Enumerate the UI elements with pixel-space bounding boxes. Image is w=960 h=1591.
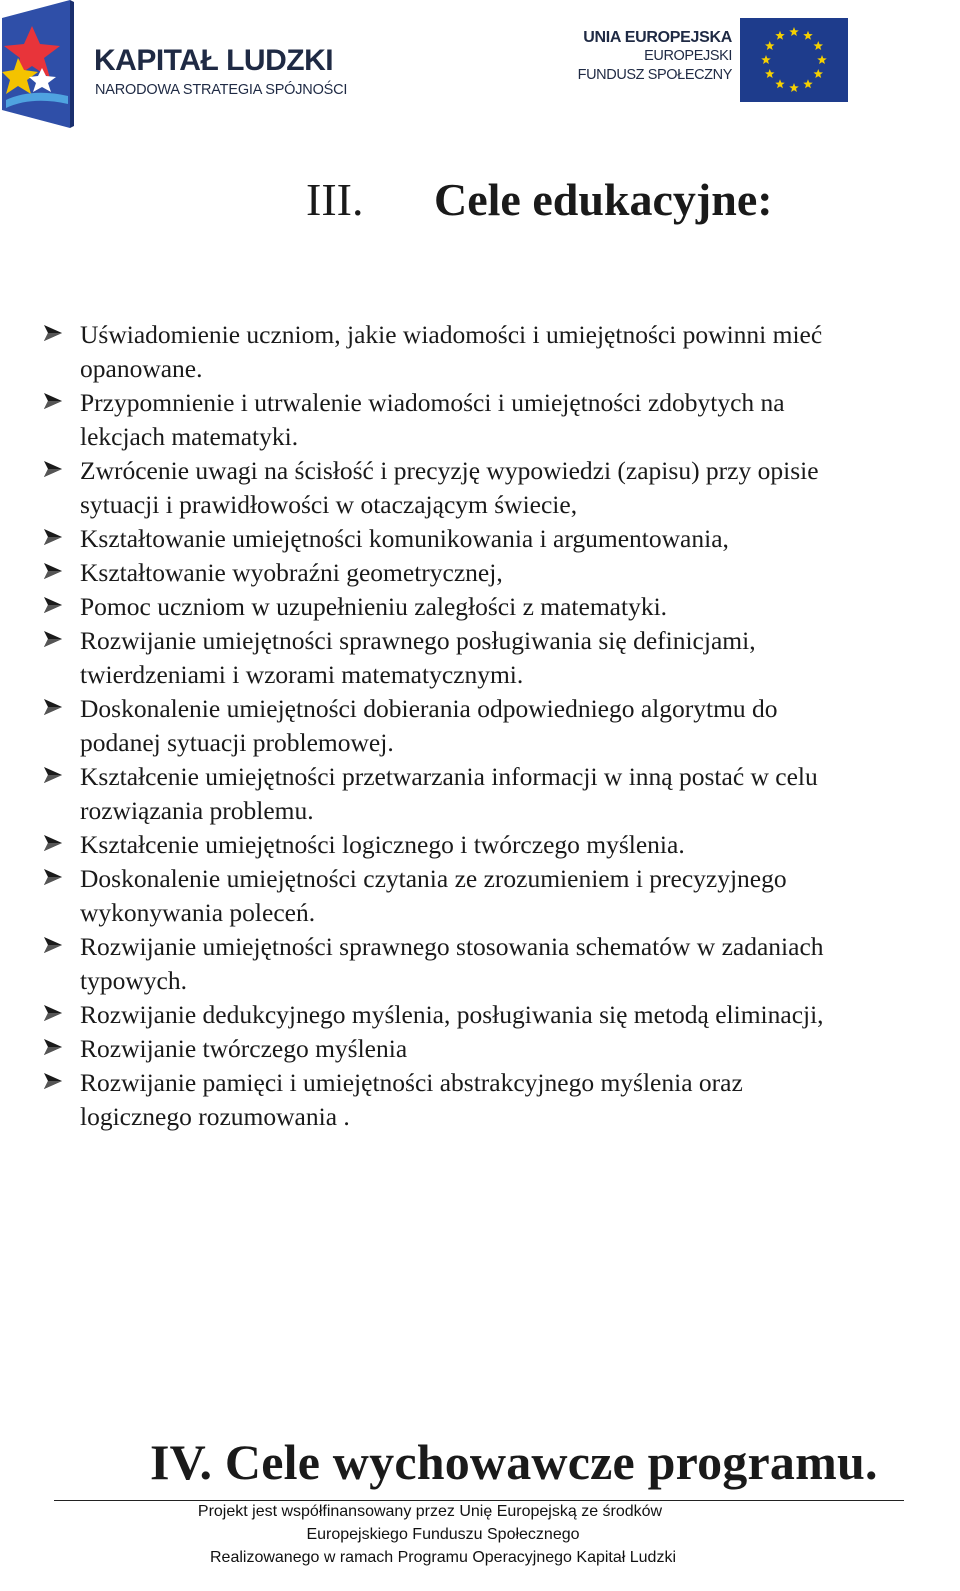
arrow-bullet-icon xyxy=(42,458,64,480)
footer-line-2: Europejskiego Funduszu Społecznego xyxy=(306,1526,580,1543)
goal-text-line: Pomoc uczniom w uzupełnieniu zaległości z matematyki. xyxy=(80,592,668,621)
goal-item xyxy=(42,692,952,760)
kapital-ludzki-title: KAPITAŁ LUDZKI xyxy=(94,44,334,77)
goal-text-line: Rozwijanie twórczego myślenia xyxy=(80,1034,408,1063)
goal-text-line: Rozwijanie umiejętności sprawnego stosowania schematów w zadaniach xyxy=(80,932,824,961)
arrow-bullet-icon xyxy=(42,1002,64,1024)
educational-goals-list xyxy=(42,318,952,1134)
goal-text-line: Rozwijanie dedukcyjnego myślenia, posługiwania się metodą eliminacji, xyxy=(80,1000,824,1029)
goal-item xyxy=(42,590,952,624)
section-heading xyxy=(306,170,773,230)
goal-text-line: twierdzeniami i wzorami matematycznymi. xyxy=(80,660,524,689)
arrow-bullet-icon xyxy=(42,560,64,582)
arrow-bullet-icon xyxy=(42,832,64,854)
goal-text-line: Doskonalenie umiejętności czytania ze zrozumieniem i precyzyjnego xyxy=(80,864,787,893)
goal-item xyxy=(42,862,952,930)
goal-text-line: Kształcenie umiejętności logicznego i twórczego myślenia. xyxy=(80,830,685,859)
goal-text-line: Uświadomienie uczniom, jakie wiadomości i umiejętności powinni mieć xyxy=(80,320,823,349)
goal-text-line: opanowane. xyxy=(80,354,203,383)
next-section-heading: IV. Cele wychowawcze programu. xyxy=(150,1434,878,1490)
goal-item xyxy=(42,522,952,556)
arrow-bullet-icon xyxy=(42,696,64,718)
goal-text-line: lekcjach matematyki. xyxy=(80,422,299,451)
arrow-bullet-icon xyxy=(42,322,64,344)
goal-text-line: Doskonalenie umiejętności dobierania odpowiedniego algorytmu do xyxy=(80,694,778,723)
arrow-bullet-icon xyxy=(42,594,64,616)
goal-text-line: logicznego rozumowania . xyxy=(80,1102,350,1131)
eu-flag-icon xyxy=(740,18,848,102)
goal-text-line: typowych. xyxy=(80,966,187,995)
goal-item xyxy=(42,1066,952,1134)
goal-text-line: wykonywania poleceń. xyxy=(80,898,316,927)
kapital-ludzki-logo xyxy=(2,0,348,132)
goal-item xyxy=(42,760,952,828)
eu-name: UNIA EUROPEJSKA xyxy=(583,29,732,46)
eu-logo xyxy=(560,16,850,104)
arrow-bullet-icon xyxy=(42,866,64,888)
section-number: III. xyxy=(306,174,364,225)
goal-text-line: Zwrócenie uwagi na ścisłość i precyzję wypowiedzi (zapisu) przy opisie xyxy=(80,456,819,485)
goal-item xyxy=(42,318,952,386)
arrow-bullet-icon xyxy=(42,1036,64,1058)
goal-text-line: podanej sytuacji problemowej. xyxy=(80,728,394,757)
goal-item xyxy=(42,454,952,522)
goal-item xyxy=(42,386,952,454)
goal-item xyxy=(42,1032,952,1066)
eu-fund-line1: EUROPEJSKI xyxy=(644,48,732,64)
kapital-ludzki-subtitle: NARODOWA STRATEGIA SPÓJNOŚCI xyxy=(95,82,348,98)
goal-text-line: Kształcenie umiejętności przetwarzania informacji w inną postać w celu xyxy=(80,762,818,791)
arrow-bullet-icon xyxy=(42,628,64,650)
section-title: Cele edukacyjne: xyxy=(434,174,773,225)
goal-text-line: Przypomnienie i utrwalenie wiadomości i umiejętności zdobytych na xyxy=(80,388,785,417)
goal-text-line: rozwiązania problemu. xyxy=(80,796,314,825)
footer-line-1: Projekt jest współfinansowany przez Unię Europejską ze środków xyxy=(197,1503,663,1520)
goal-text-line: Kształtowanie umiejętności komunikowania i argumentowania, xyxy=(80,524,729,553)
arrow-bullet-icon xyxy=(42,1070,64,1092)
arrow-bullet-icon xyxy=(42,390,64,412)
footer xyxy=(0,1500,960,1569)
footer-line-3: Realizowanego w ramach Programu Operacyjnego Kapitał Ludzki xyxy=(209,1549,677,1566)
goal-item xyxy=(42,556,952,590)
arrow-bullet-icon xyxy=(42,934,64,956)
arrow-bullet-icon xyxy=(42,764,64,786)
goal-item xyxy=(42,998,952,1032)
goal-item xyxy=(42,930,952,998)
eu-text-block xyxy=(578,28,732,85)
eu-fund-line2: FUNDUSZ SPOŁECZNY xyxy=(577,67,732,83)
goal-item xyxy=(42,624,952,692)
goal-text-line: Rozwijanie umiejętności sprawnego posługiwania się definicjami, xyxy=(80,626,756,655)
goal-text-line: Rozwijanie pamięci i umiejętności abstrakcyjnego myślenia oraz xyxy=(80,1068,743,1097)
goal-text-line: sytuacji i prawidłowości w otaczającym świecie, xyxy=(80,490,578,519)
goal-item xyxy=(42,828,952,862)
kapital-ludzki-emblem-icon xyxy=(2,0,74,132)
arrow-bullet-icon xyxy=(42,526,64,548)
goal-text-line: Kształtowanie wyobraźni geometrycznej, xyxy=(80,558,503,587)
